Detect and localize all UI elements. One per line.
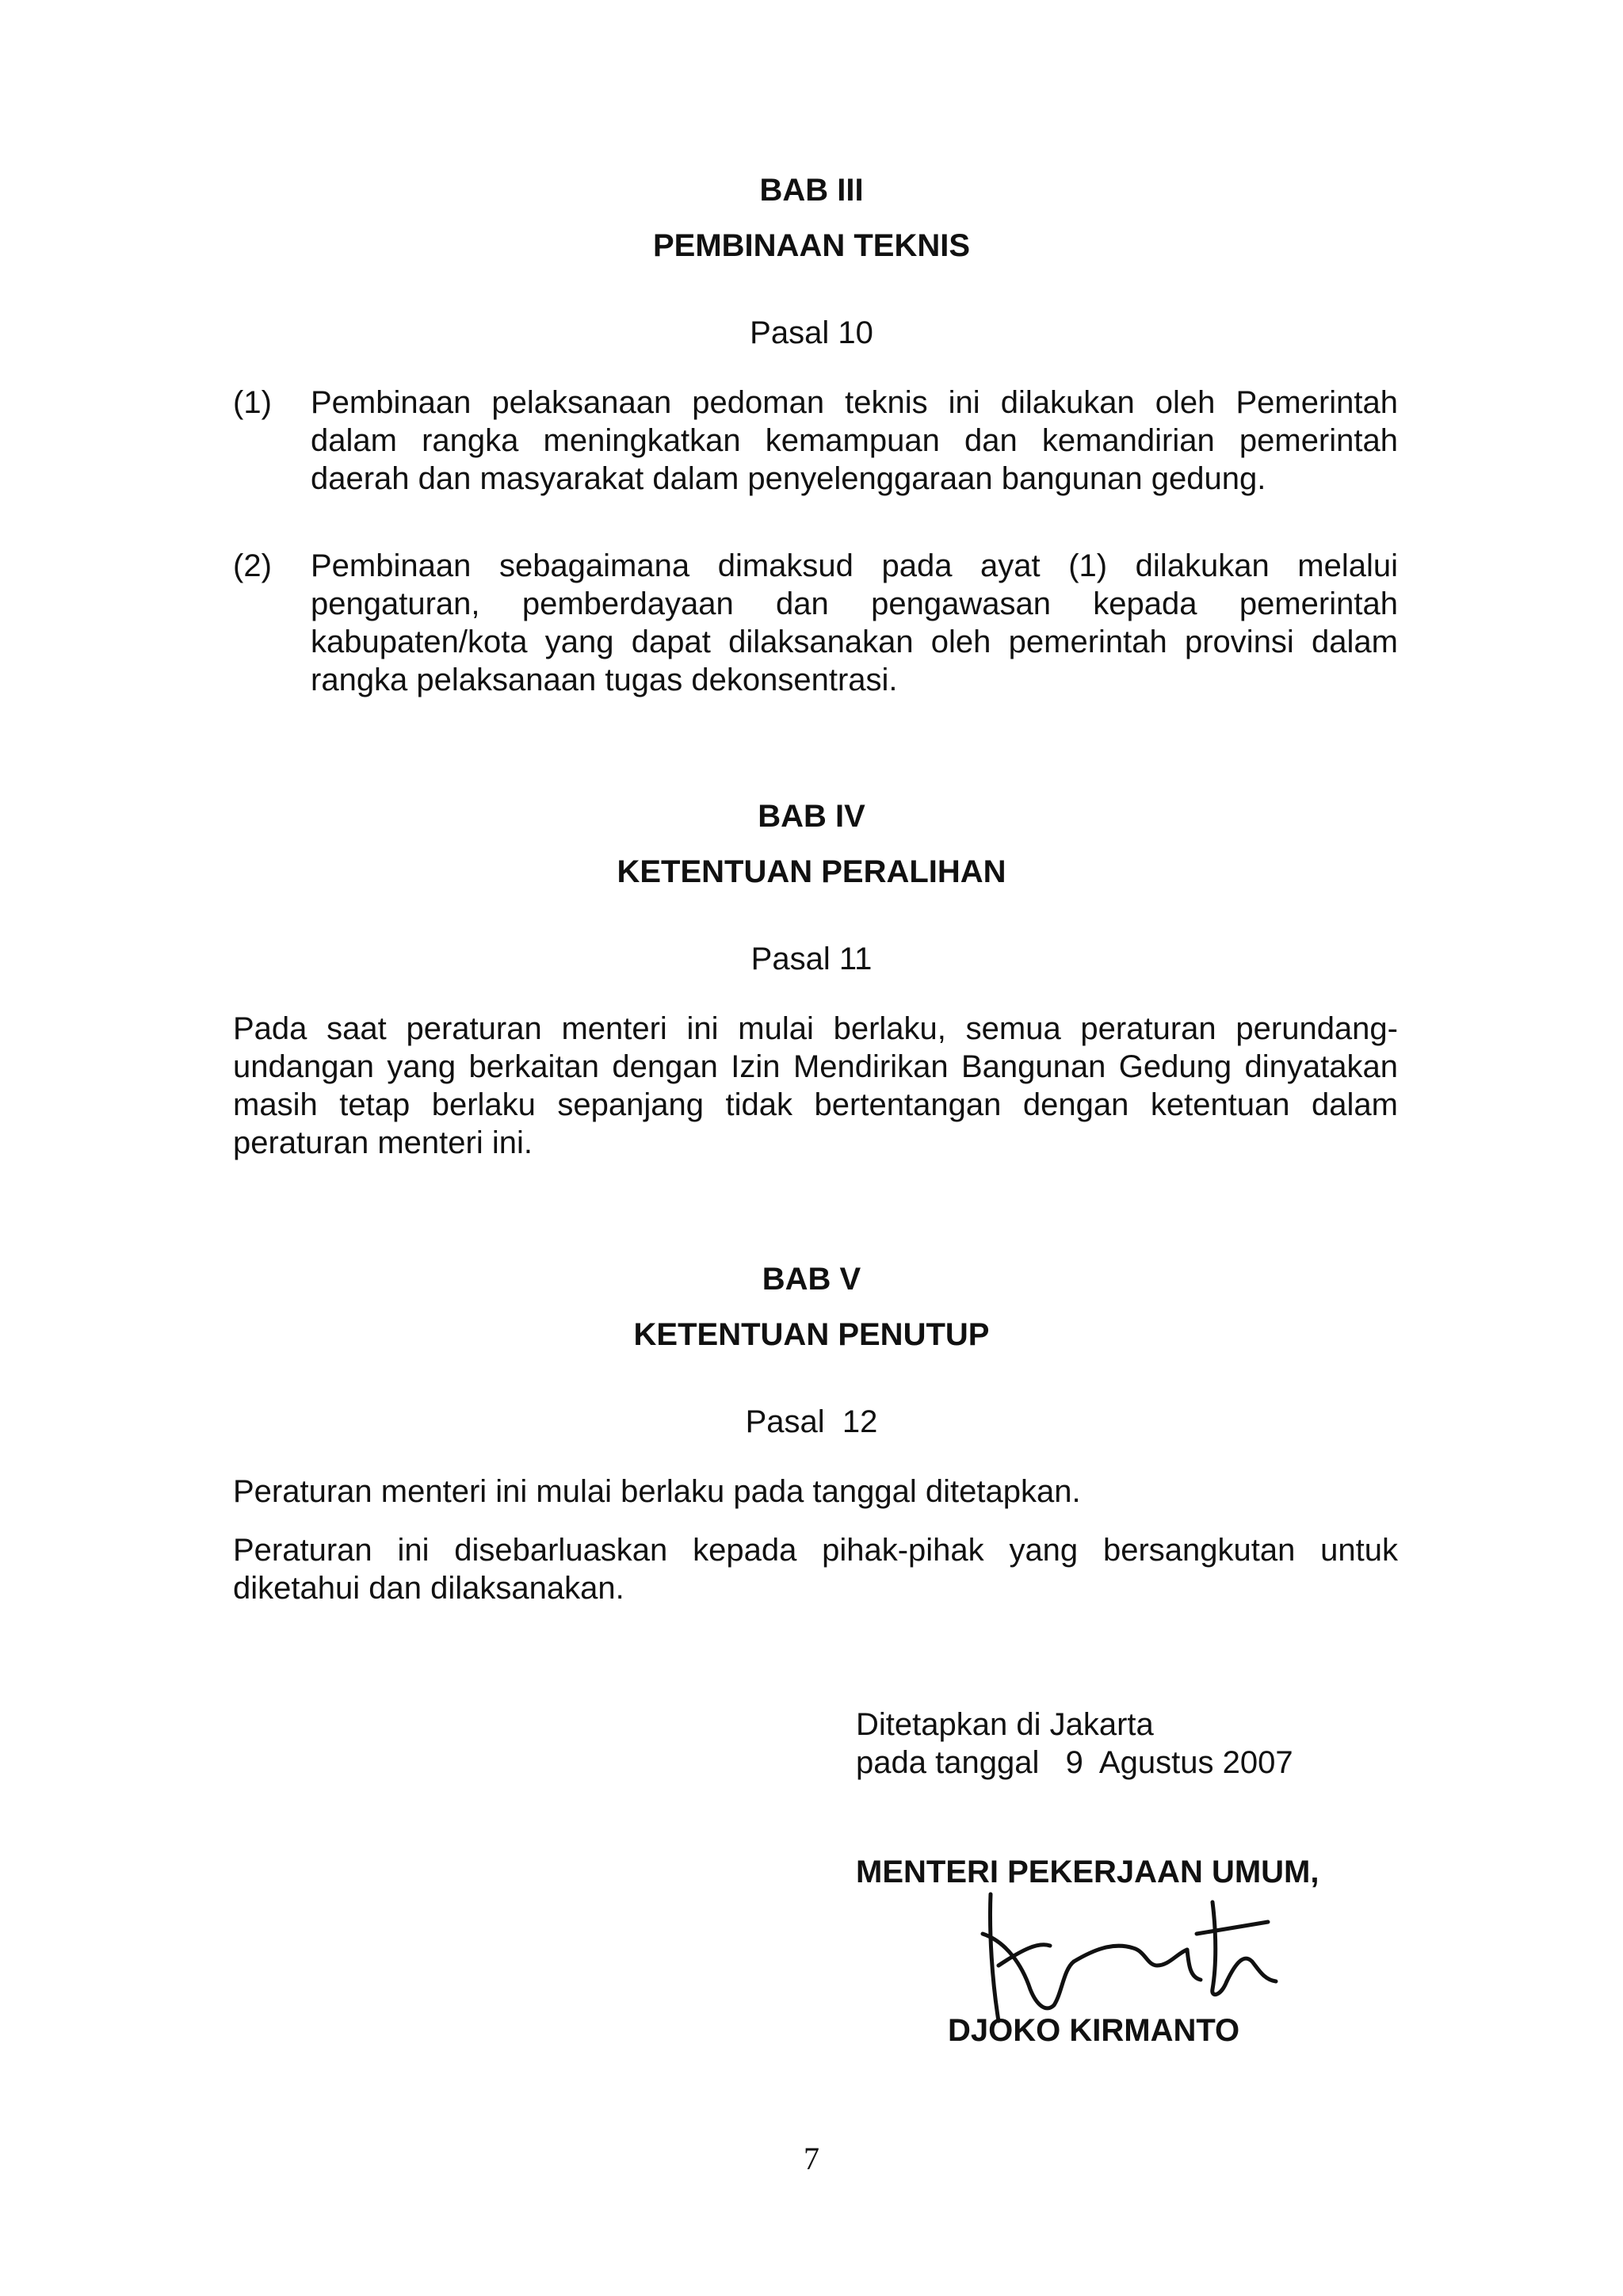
pasal-11-text: Pada saat peraturan menteri ini mulai berlaku, semua peraturan perundang-undangan yang berkaitan dengan Izin Mendirikan Bangunan Gedung dinyatakan masih tetap berlaku sepanjang tidak bertentangan dengan ketentuan dalam peraturan menteri ini. [233, 1011, 1398, 1160]
bab-5-title: KETENTUAN PENUTUP [633, 1317, 990, 1352]
ayat-1-number: (1) [233, 385, 272, 420]
pasal-12-paragraph-2: Peraturan ini disebarluaskan kepada pihak-pihak yang bersangkutan untuk diketahui dan dilaksanakan. [233, 1533, 1398, 1606]
handwritten-signature [975, 1886, 1308, 2029]
pasal-10-heading: Pasal 10 [750, 315, 873, 350]
bab-3-label: BAB III [759, 173, 864, 208]
pasal-12-heading: Pasal 12 [745, 1404, 878, 1439]
ayat-1 [233, 384, 1398, 502]
pasal-11-heading: Pasal 11 [750, 942, 873, 976]
signing-place: Ditetapkan di Jakarta [856, 1707, 1154, 1742]
ayat-2 [233, 547, 1398, 705]
bab-4-label: BAB IV [758, 799, 865, 834]
pasal-12-paragraph-1: Peraturan menteri ini mulai berlaku pada tanggal ditetapkan. [233, 1474, 1081, 1509]
ayat-2-number: (2) [233, 548, 272, 583]
ayat-1-text: Pembinaan pelaksanaan pedoman teknis ini dilakukan oleh Pemerintah dalam rangka meningkatkan kemampuan dan kemandirian pemerintah daerah dan masyarakat dalam penyelenggaraan bangunan gedung. [311, 385, 1398, 496]
signing-date: pada tanggal 9 Agustus 2007 [856, 1745, 1293, 1780]
page-number: 7 [804, 2141, 819, 2176]
bab-4-title: KETENTUAN PERALIHAN [617, 854, 1006, 889]
signatory-name: DJOKO KIRMANTO [948, 2013, 1240, 2048]
signing-block [856, 1706, 1411, 1782]
bab-5-label: BAB V [762, 1262, 861, 1297]
ayat-2-text: Pembinaan sebagaimana dimaksud pada ayat (1) dilakukan melalui pengaturan, pemberdayaan dan pengawasan kepada pemerintah kabupaten/kota yang dapat dilaksanakan oleh pemerintah provinsi dalam rangka pelaksanaan tugas dekonsentrasi. [311, 548, 1398, 697]
signatory-title: MENTERI PEKERJAAN UMUM, [856, 1855, 1319, 1889]
bab-3-title: PEMBINAAN TEKNIS [652, 228, 971, 263]
